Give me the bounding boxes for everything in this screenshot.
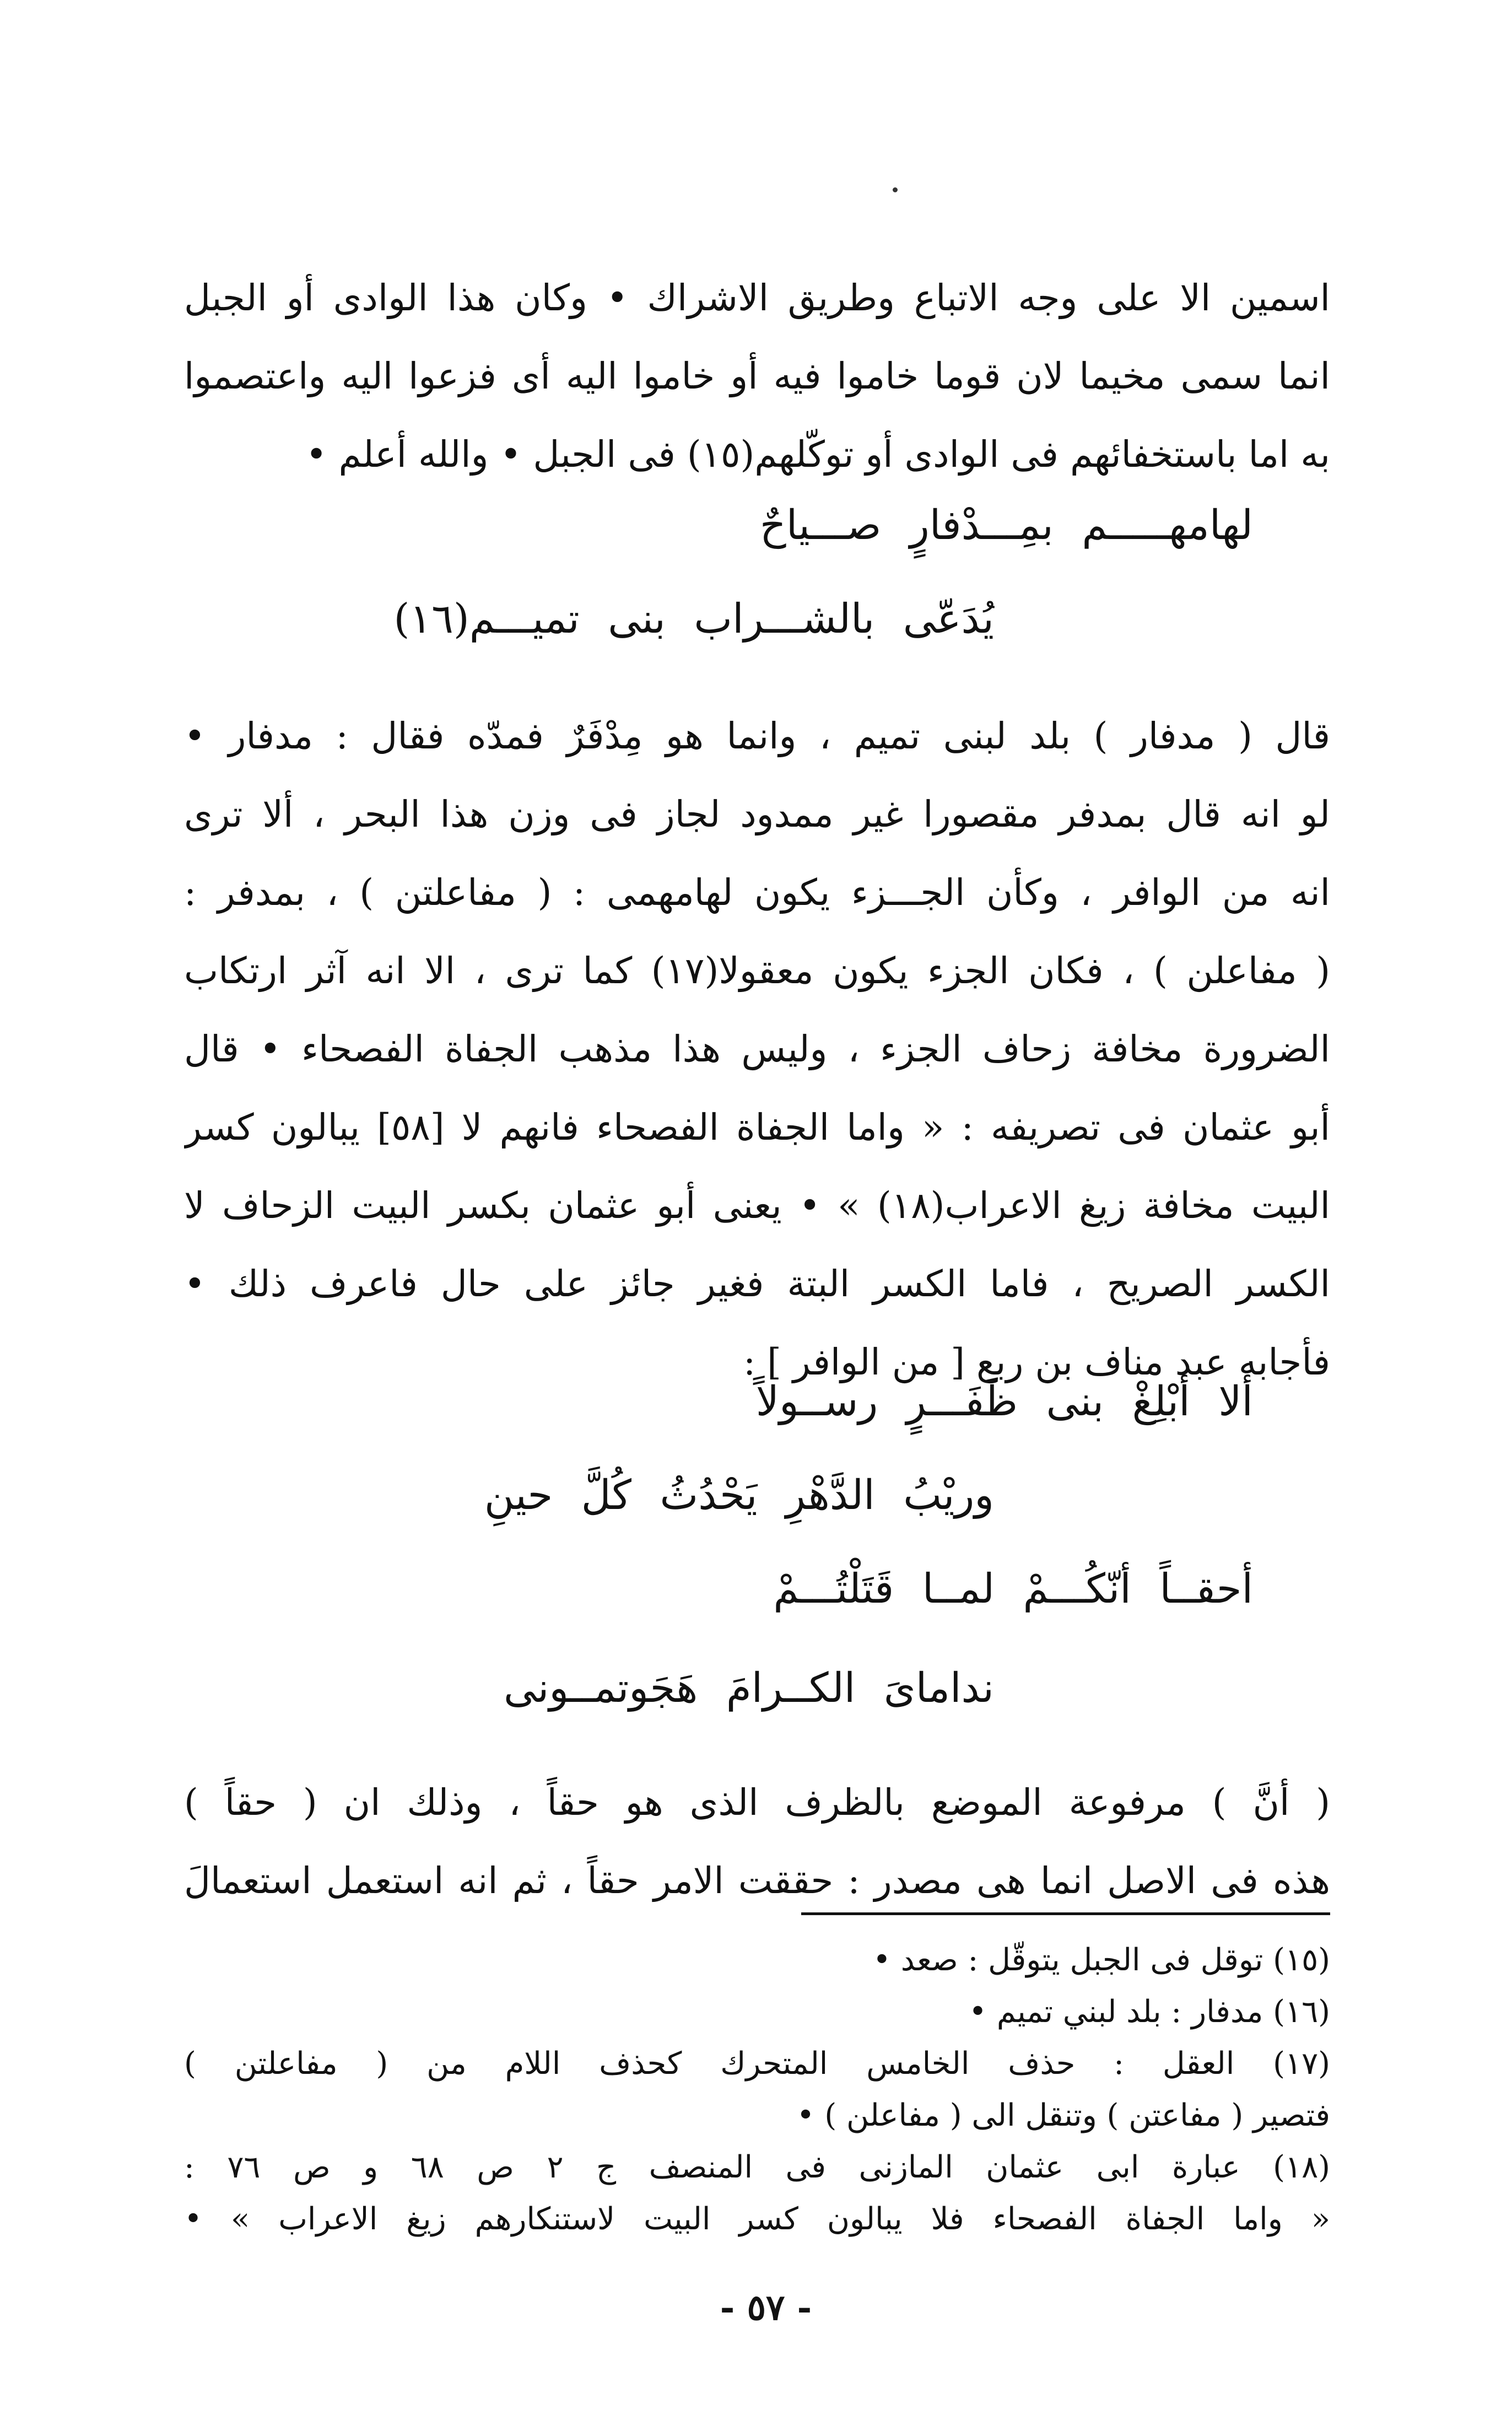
footnote-line: « واما الجفاة الفصحاء فلا يبالون كسر البيت لاستنكارهم زيغ الاعراب » • — [184, 2201, 1330, 2237]
paragraph-2 — [184, 697, 1330, 1402]
text-line: انما سمى مخيما لان قوما خاموا فيه أو خاموا اليه أى فزعوا اليه واعتصموا — [184, 355, 1330, 397]
footnote-line: (١٧) العقل : حذف الخامس المتحرك كحذف اللام من ( مفاعلتن ) — [184, 2046, 1330, 2082]
text-line: أبو عثمان فى تصريفه : « واما الجفاة الفصحاء فانهم لا [٥٨] يبالون كسر — [184, 1106, 1330, 1149]
text-line: قال ( مدفار ) بلد لبنى تميم ، وانما هو مِدْفَرٌ فمدّه فقال : مدفار • — [184, 715, 1330, 757]
footnotes — [184, 1934, 1330, 2245]
text-line: ( أنَّ ) مرفوعة الموضع بالظرف الذى هو حقاً ، وذلك ان ( حقاً ) — [184, 1781, 1330, 1824]
text-line: الكسر الصريح ، فاما الكسر البتة فغير جائز على حال فاعرف ذلك • — [184, 1263, 1330, 1305]
text-line: فأجابه عبد مناف بن ربع [ من الوافر ] : — [743, 1341, 1330, 1383]
footnote-line: فتصير ( مفاعتن ) وتنقل الى ( مفاعلن ) • — [796, 2098, 1330, 2133]
scan-speck — [893, 187, 898, 192]
verse-hemistich: ألا أبْلِغْ بنى ظَفَـــرٍ رســولاً — [755, 1378, 1253, 1425]
verse-hemistich: لهامهـــــم بمِـــدْفارٍ صـــياحٌ — [759, 502, 1253, 549]
text-line: به اما باستخفائهم فى الوادى أو توكّلهم(١٥) فى الجبل • والله أعلم • — [305, 433, 1330, 476]
footnote-line: (١٥) توقل فى الجبل يتوقّل : صعد • — [872, 1942, 1330, 1978]
page-number: - ٥٧ - — [720, 2287, 812, 2328]
text-line: اسمين الا على وجه الاتباع وطريق الاشراك • وكان هذا الوادى أو الجبل — [184, 277, 1330, 319]
text-line: لو انه قال بمدفر مقصورا غير ممدود لجاز فى وزن هذا البحر ، ألا ترى — [184, 793, 1330, 836]
text-line: ( مفاعلن ) ، فكان الجزء يكون معقولا(١٧) كما ترى ، الا انه آثر ارتكاب — [184, 950, 1330, 992]
footnote-line: (١٨) عبارة ابى عثمان المازنى فى المنصف ج ٢ ص ٦٨ و ص ٧٦ : — [184, 2149, 1330, 2185]
footnote-separator — [801, 1912, 1330, 1915]
text-line: هذه فى الاصل انما هى مصدر : حققت الامر حقاً ، ثم انه استعمل استعمالَ — [184, 1859, 1330, 1902]
verse-hemistich: وريْبُ الدَّهْرِ يَحْدُثُ كُلَّ حينِ — [484, 1471, 994, 1519]
verse-hemistich: نداماىَ الكــرامَ هَجَوتمــونى — [504, 1664, 994, 1712]
paragraph-3 — [184, 1764, 1330, 1920]
verse-hemistich: يُدَعّى بالشـــراب بنى تميـــم(١٦) — [393, 595, 994, 643]
paragraph-1 — [184, 259, 1330, 494]
text-line: البيت مخافة زيغ الاعراب(١٨) » • يعنى أبو عثمان بكسر البيت الزحاف لا — [184, 1184, 1330, 1227]
text-line: الضرورة مخافة زحاف الجزء ، وليس هذا مذهب الجفاة الفصحاء • قال — [184, 1028, 1330, 1070]
text-line: انه من الوافر ، وكأن الجـــزء يكون لهامهمى : ( مفاعلتن ) ، بمدفر : — [184, 871, 1330, 914]
verse-hemistich: أحقــاً أنّكُـــمْ لمــا قَتَلْتُـــمْ — [773, 1565, 1253, 1613]
footnote-line: (١٦) مدفار : بلد لبني تميم • — [968, 1994, 1330, 2030]
